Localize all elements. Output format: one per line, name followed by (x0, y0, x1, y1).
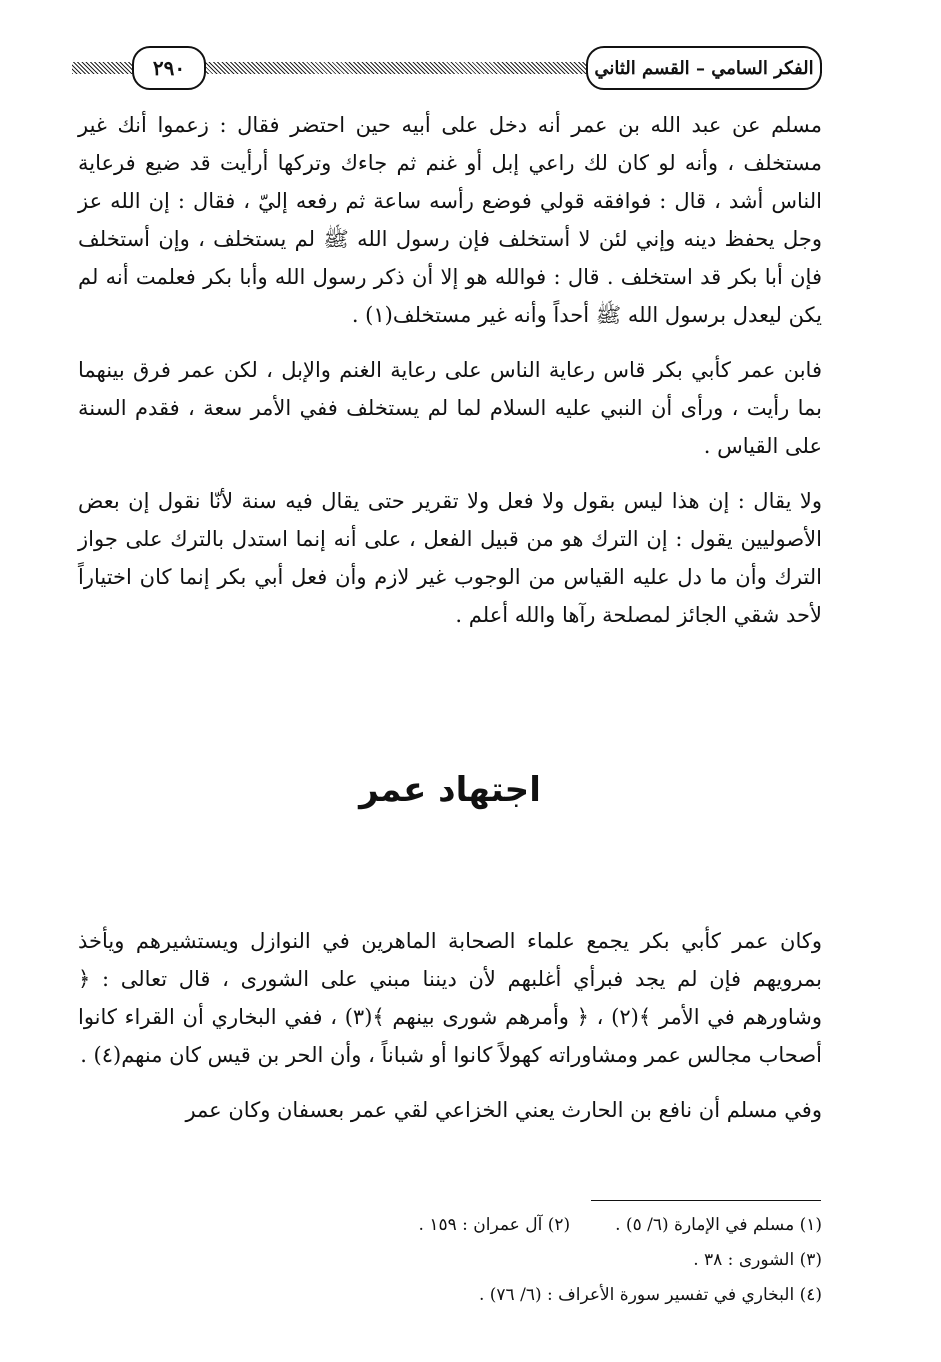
paragraph-3: ولا يقال : إن هذا ليس بقول ولا فعل ولا تقرير حتى يقال فيه سنة لأنّا نقول إن بعض الأصوليين يقول : إن الترك هو من قبيل الفعل ، على أنه إنما استدل بالترك على جواز الترك وأن ما دل عليه القياس من الوجوب غير لازم وأن فعل أبي بكر إنما كان اختياراً لأحد شقي الجائز لمصلحة رآها والله أعلم . (78, 489, 822, 627)
paragraph-5: وفي مسلم أن نافع بن الحارث يعني الخزاعي لقي عمر بعسفان وكان عمر (185, 1098, 822, 1122)
paragraph-2: فابن عمر كأبي بكر قاس رعاية الناس على رعاية الغنم والإبل ، لكن عمر فرق بينهما بما رأيت ، ورأى أن النبي عليه السلام لما لم يستخلف ففي الأمر سعة ، فقدم السنة على القياس . (78, 358, 822, 458)
footnote-line-1 (419, 1210, 822, 1240)
footnote-3: (٣) الشورى : ٣٨ . (693, 1250, 822, 1270)
paragraph-1: مسلم عن عبد الله بن عمر أنه دخل على أبيه حين احتضر فقال : زعموا أنك غير مستخلف ، وأنه لو كان لك راعي إبل أو غنم ثم جاءك وتركها أرأيت قد ضيع فرعاية الناس أشد ، قال : فوافقه قولي فوضع رأسه ساعة ثم رفعه إليّ ، فقال : إن الله عز وجل يحفظ دينه وإني لئن لا أستخلف فإن رسول الله ﷺ لم يستخلف ، وإن أستخلف فإن أبا بكر قد استخلف . قال : فوالله هو إلا أن ذكر رسول الله وأبا بكر فعلمت أنه لم يكن ليعدل برسول الله ﷺ أحداً وأنه غير مستخلف(١) . (78, 113, 822, 327)
footnote-1: (١) مسلم في الإمارة (٦/ ٥) . (615, 1215, 822, 1235)
footnote-separator (591, 1200, 821, 1201)
page-header (72, 44, 822, 92)
body-text-top (78, 106, 822, 651)
running-title: الفكر السامي – القسم الثاني (586, 46, 822, 90)
section-heading: اجتهاد عمر (359, 770, 541, 810)
paragraph-4: وكان عمر كأبي بكر يجمع علماء الصحابة الماهرين في النوازل ويستشيرهم ويأخذ بمرويهم فإن لم يجد فبرأي أغلبهم لأن ديننا مبني على الشورى ، قال تعالى : ﴿ وشاورهم في الأمر ﴾(٢) ، ﴿ وأمرهم شورى بينهم ﴾(٣) ، ففي البخاري أن القراء كانوا أصحاب مجالس عمر ومشاوراته كهولاً كانوا أو شباناً ، وأن الحر بن قيس كان منهم(٤) . (78, 929, 822, 1067)
section-heading-wrap (78, 770, 822, 810)
footnote-4: (٤) البخاري في تفسير سورة الأعراف : (٦/ ٧٦) . (478, 1285, 822, 1305)
page-number: ٢٩٠ (132, 46, 206, 90)
body-text-bottom (78, 922, 822, 1146)
footnote-2: (٢) آل عمران : ١٥٩ . (418, 1215, 571, 1235)
